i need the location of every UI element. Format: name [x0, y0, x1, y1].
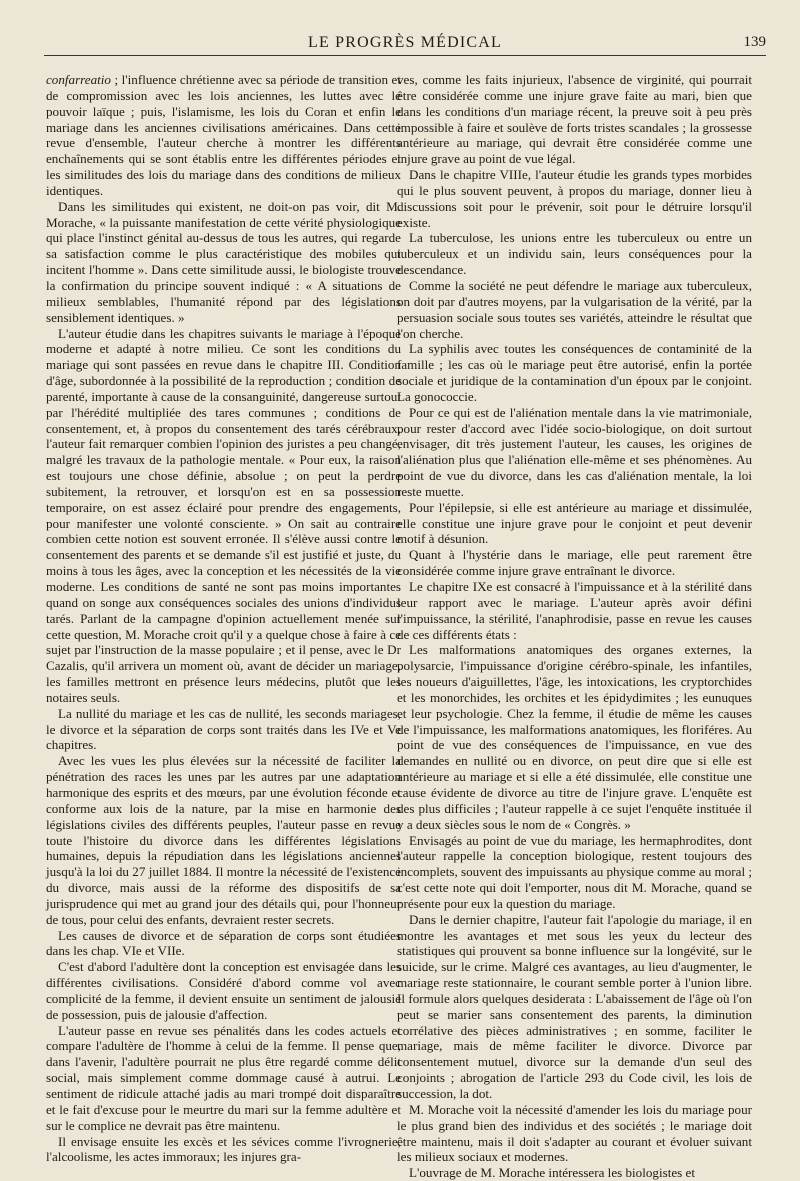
paragraph-text: Avec les vues les plus élevées sur la nécessité de faciliter la pénétration des races les unes par les autres par une adaptation harmonique des esprits et des mœurs, par une évolution féconde et conforme aux lois de la nature, par la mise en harmonie des législations civiles des différents peuples, l'auteur passe en revue toute l'histoire du divorce dans les différentes législations humaines, depuis la répudiation dans les législations anciennes jusqu'à la loi du 27 juillet 1884. Il montre la nécessité de l'existence du divorce, mais aussi de la réforme des dispositifs de sa jurisprudence qui met au grand jour des détails qui, pour l'honneur de tous, pour celui des enfants, devraient rester secrets. [46, 753, 401, 927]
paragraph [46, 928, 401, 960]
paragraph-text: Dans le dernier chapitre, l'auteur fait l'apologie du mariage, il en montre les avantages et met sous les yeux du lecteur des statistiques qui prouvent sa bonne influence sur la longévité, sur le suicide, sur le crime. Malgré ces avantages, au lieu d'augmenter, le mariage reste stationnaire, le courant semble porter à l'union libre. Il formule alors quelques desiderata : L'abaissement de l'âge où l'on peut se marier sans consentement des parents, la diminution corrélative des pièces administratives ; en somme, faciliter le mariage, mais de même faciliter le divorce. Divorce par consentement mutuel, divorce sur la demande d'un seul des conjoints ; abrogation de l'article 293 du Code civil, les lois de succession, la dot. [397, 911, 752, 1101]
left-column [46, 72, 401, 1165]
paragraph [397, 72, 752, 167]
paragraph-text: Dans les similitudes qui existent, ne doit-on pas voir, dit M. Morache, « la puissante manifestation de cette vérité physiologique qui place l'instinct génital au-dessus de tous les autres, qui regarde sa satisfaction comme le plus caractéristique des mobiles qui incitent l'homme ». Dans cette similitude aussi, le biologiste trouve la confirmation du principe souvent indiqué : « A situations de milieux semblables, l'humanité répond par des législations sensiblement identiques. » [46, 198, 401, 325]
paragraph [397, 500, 752, 548]
paragraph [46, 706, 401, 754]
paragraph [397, 642, 752, 832]
paragraph-text: Comme la société ne peut défendre le mariage aux tuberculeux, on doit par d'autres moyens, par la vulgarisation de la vérité, par la persuasion sociale sous toutes ses variétés, atteindre le résultat que l'on cherche. [397, 277, 752, 341]
paragraph [397, 1102, 752, 1165]
paragraph-text: Les causes de divorce et de séparation de corps sont étudiées dans les chap. VIe et VIIe. [46, 927, 401, 959]
paragraph [46, 959, 401, 1022]
paragraph-text: La nullité du mariage et les cas de nullité, les seconds mariages, le divorce et la séparation de corps sont traités dans les IVe et Ve chapitres. [46, 705, 401, 753]
paragraph [46, 1134, 401, 1166]
paragraph-text: La syphilis avec toutes les conséquences de contaminité de la famille ; les cas où le mariage peut être autorisé, enfin la portée sociale et juridique de la contamination d'un époux par le conjoint. La gonococcie. [397, 341, 752, 404]
paragraph [397, 341, 752, 404]
paragraph-text: Pour l'épilepsie, si elle est antérieure au mariage et dissimulée, elle constitue une injure grave pour le conjoint et peut devenir motif à désunion. [397, 499, 752, 547]
paragraph [46, 1023, 401, 1134]
paragraph-text: ves, comme les faits injurieux, l'absence de virginité, qui pourrait être considérée comme une injure grave faite au mari, bien que dans les conditions d'un mariage récent, la preuve soit à peu près impossible à faire et soulève de forts tristes scandales ; la grossesse antérieure au mariage, qui devrait être considérée comme une injure grave au point de vue légal. [397, 72, 752, 167]
paragraph [397, 912, 752, 1102]
paragraph-text: Les malformations anatomiques des organes externes, la polysarcie, l'impuissance d'origine cérébro-spinale, les infantiles, les noueurs d'aiguillettes, l'âge, les intoxications, les cryptorchides et les monorchides, les orchites et les épidydimites ; les eunuques et leur psychologie. Chez la femme, il étudie de même les causes de l'impuissance, les malformations anatomiques, les floriféres. Au point de vue des conséquences de l'impuissance, en vue des demandes en nullité ou en divorce, on peut dire que si elle est antérieure au mariage et si elle a été dissimulée, elle constitue une cause évidente de divorce au titre de l'injure grave. L'enquête est des plus difficiles ; l'auteur rappelle à ce sujet l'enquête instituée il y a deux siècles sous le nom de « Congrès. » [397, 642, 752, 832]
paragraph [397, 579, 752, 642]
paragraph-text: Dans le chapitre VIIIe, l'auteur étudie les grands types morbides qui le plus souvent peuvent, à propos du mariage, donner lieu à discussions soit pour le prévenir, soit pour le détruire lorsqu'il existe. [397, 167, 752, 230]
paragraph-text: M. Morache voit la nécessité d'amender les lois du mariage pour le plus grand bien des individus et des sociétés ; le mariage doit être maintenu, mais il doit s'adapter au courant et évoluer suivant les milieux sociaux et modernes. [397, 1101, 752, 1165]
right-column [397, 72, 752, 1181]
paragraph-text: L'ouvrage de M. Morache intéressera les biologistes et [409, 1165, 695, 1181]
paragraph [397, 833, 752, 912]
paragraph [46, 326, 401, 706]
paragraph [397, 1165, 752, 1181]
paragraph [397, 278, 752, 341]
paragraph [46, 199, 401, 326]
paragraph-text: Il envisage ensuite les excès et les sévices comme l'ivrognerie, l'alcoolisme, les actes immoraux; les injures gra- [46, 1133, 401, 1165]
paragraph [397, 547, 752, 579]
paragraph [46, 753, 401, 927]
page-number: 139 [743, 34, 766, 50]
paragraph [46, 72, 401, 199]
paragraph-text: Quant à l'hystérie dans le mariage, elle peut rarement être considérée comme injure grave entraînant le divorce. [397, 547, 752, 579]
italic-term: confarreatio [46, 72, 111, 87]
paragraph-text: Le chapitre IXe est consacré à l'impuissance et à la stérilité dans leur rapport avec le mariage. L'auteur après avoir défini l'impuissance, la stérilité, l'anaphrodisie, passe en revue les causes de ces différents états : [397, 579, 752, 642]
paragraph [397, 405, 752, 500]
paragraph-text: C'est d'abord l'adultère dont la conception est envisagée dans les différentes civilisations. Considéré d'abord comme vol avec complicité de la femme, il devient ensuite un sentiment de jalousie de possession, puis de jalousie d'affection. [46, 959, 401, 1022]
running-header [44, 30, 766, 56]
header-rule [44, 55, 766, 56]
paragraph-text: Pour ce qui est de l'aliénation mentale dans la vie matrimoniale, pour rester d'accord avec l'idée socio-biologique, on doit surtout envisager, dit très justement l'auteur, les causes, les origines de l'aliénation plus que l'aliénation elle-même et ses phénomènes. Au point de vue du divorce, dans les cas d'aliénation mentale, la loi reste muette. [397, 404, 752, 499]
journal-title: LE PROGRÈS MÉDICAL [307, 34, 503, 51]
paragraph-text: L'auteur étudie dans les chapitres suivants le mariage à l'époque moderne et adapté à notre milieu. Ce sont les conditions du mariage qui sont passées en revue dans le chapitre III. Condition d'âge, subordonnée à la possibilité de la reproduction ; condition de parenté, importante à cause de la consanguinité, dangereuse surtout par l'hérédité multipliée des tares communes ; conditions de consentement, et, à propos du consentement des tarés cérébraux, l'auteur fait remarquer combien l'opinion des juristes a peu changé, malgré les travaux de la pathologie mentale. « Pour eux, la raison est toujours une chose définie, absolue ; on peut la perdre subitement, la retrouver, et lorsqu'on est en sa possession temporaire, on est assez éclairé pour prendre des engagements, pour manifester une volonté consciente. » On sait au contraire combien cette notion est souvent erronée. Il s'élève aussi contre le consentement des parents et se demande s'il est justifié et juste, du moins à tous les âges, avec la conception et les nécessités de la vie moderne. Les conditions de santé ne sont pas moins importantes quand on songe aux conséquences sociales des unions d'individus tarés. Parlant de la campagne d'opinion actuellement menée sur cette question, M. Morache croit qu'il y a quelque chose à faire à ce sujet par l'instruction de la masse populaire ; et il pense, avec le Dr Cazalis, qu'il arrivera un moment où, avant de décider un mariage, les familles mettront en présence leurs médecins, plutôt que les notaires seuls. [46, 325, 401, 705]
paragraph-text: L'auteur passe en revue ses pénalités dans les codes actuels et compare l'adultère de l'homme à celui de la femme. Il pense que, dans l'avenir, l'adultère pourrait ne plus être regardé comme délit social, mais simplement comme dommage causé à autrui. Le sentiment de ridicule attaché jadis au mari trompé doit disparaître et le fait d'excuse pour le meurtre du mari sur la femme adultère et sur le complice ne devrait pas être maintenu. [46, 1022, 401, 1133]
paragraph-text: Envisagés au point de vue du mariage, les hermaphrodites, dont l'auteur rappelle la conception biologique, restent toujours des incomplets, souvent des impuissants au physique comme au moral ; c'est cette note qui doit l'emporter, nous dit M. Morache, quand se présente pour eux la question du mariage. [397, 832, 752, 911]
paragraph-text: ; l'influence chrétienne avec sa période de transition et de compromission avec les lois anciennes, les luttes avec le pouvoir laïque ; puis, l'islamisme, les lois du Coran et enfin le mariage dans les anciennes civilisations américaines. Dans cette revue d'ensemble, l'auteur cherche à montrer les différents enchaînements qui se sont établis entre les différentes périodes et les similitudes des lois du mariage dans des conditions de milieux identiques. [46, 72, 401, 198]
paragraph [397, 167, 752, 230]
paragraph [397, 230, 752, 278]
paragraph-text: La tuberculose, les unions entre les tuberculeux ou entre un tuberculeux et un individu sain, leurs conséquences pour la descendance. [397, 230, 752, 278]
